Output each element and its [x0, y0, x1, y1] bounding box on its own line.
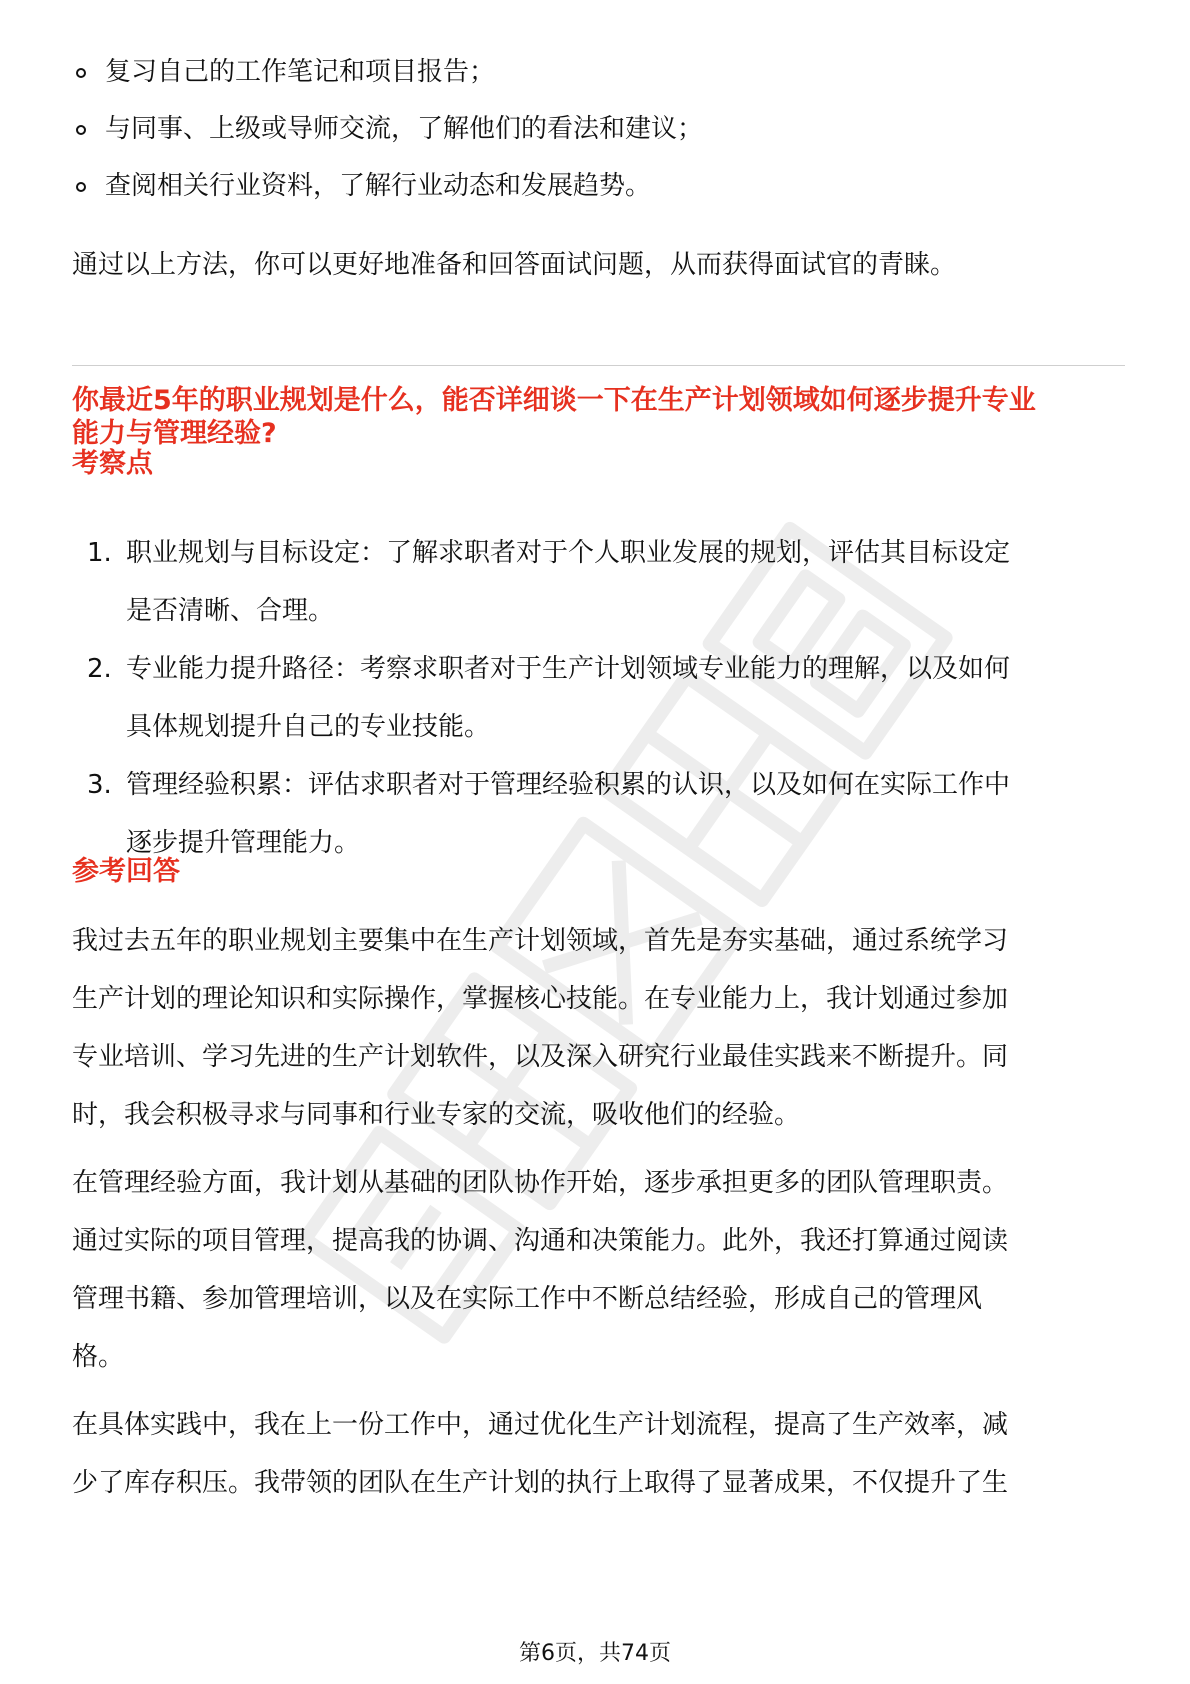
bullet-icon — [76, 68, 86, 78]
paragraph-line: 格。 — [72, 1342, 125, 1372]
item-number: 1. — [87, 538, 112, 568]
item-number: 2. — [87, 654, 112, 684]
paragraph-line: 通过实际的项目管理，提高我的协调、沟通和决策能力。此外，我还打算通过阅读 — [72, 1226, 1009, 1256]
item-text: 逐步提升管理能力。 — [126, 828, 361, 858]
question-heading — [72, 384, 1132, 450]
page-number: 第6页，共74页 — [519, 1641, 671, 1666]
list-item — [76, 56, 1036, 113]
item-text: 管理经验积累：评估求职者对于管理经验积累的认识，以及如何在实际工作中 — [126, 770, 1011, 800]
summary-paragraph — [72, 236, 956, 294]
item-text: 是否清晰、合理。 — [126, 596, 335, 626]
question-line: 能力与管理经验? — [72, 418, 277, 449]
list-item — [72, 640, 1132, 756]
list-item — [72, 756, 1132, 872]
paragraph-line: 我过去五年的职业规划主要集中在生产计划领域，首先是夯实基础，通过系统学习 — [72, 926, 1009, 956]
item-number: 3. — [87, 770, 112, 800]
paragraph-line: 专业培训、学习先进的生产计划软件，以及深入研究行业最佳实践来不断提升。同 — [72, 1042, 1009, 1072]
paragraph-line: 生产计划的理论知识和实际操作，掌握核心技能。在专业能力上，我计划通过参加 — [72, 984, 1009, 1014]
bullet-text: 查阅相关行业资料，了解行业动态和发展趋势。 — [105, 171, 652, 201]
paragraph-line: 在具体实践中，我在上一份工作中，通过优化生产计划流程，提高了生产效率，减 — [72, 1410, 1009, 1440]
paragraph-line: 少了库存积压。我带领的团队在生产计划的执行上取得了显著成果，不仅提升了生 — [72, 1468, 1009, 1498]
question-line: 你最近5年的职业规划是什么，能否详细谈一下在生产计划领域如何逐步提升专业 — [72, 385, 1036, 416]
answer-paragraph — [72, 1154, 1008, 1386]
list-item — [72, 524, 1132, 640]
item-text: 职业规划与目标设定：了解求职者对于个人职业发展的规划，评估其目标设定 — [126, 538, 1011, 568]
exam-points-list — [72, 538, 1132, 896]
summary-text: 通过以上方法，你可以更好地准备和回答面试问题，从而获得面试官的青睐。 — [72, 250, 957, 280]
item-text: 具体规划提升自己的专业技能。 — [126, 712, 491, 742]
list-item — [76, 113, 1036, 170]
answer-paragraph — [72, 912, 1008, 1144]
bullet-text: 复习自己的工作笔记和项目报告； — [105, 57, 496, 87]
exam-points-heading: 考察点 — [72, 448, 153, 479]
bullet-list — [76, 56, 1036, 227]
item-text: 专业能力提升路径：考察求职者对于生产计划领域专业能力的理解，以及如何 — [126, 654, 1011, 684]
bullet-icon — [76, 182, 86, 192]
paragraph-line: 时，我会积极寻求与同事和行业专家的交流，吸收他们的经验。 — [72, 1100, 801, 1130]
paragraph-line: 在管理经验方面，我计划从基础的团队协作开始，逐步承担更多的团队管理职责。 — [72, 1168, 1009, 1198]
answer-paragraph — [72, 1396, 1008, 1512]
paragraph-line: 管理书籍、参加管理培训，以及在实际工作中不断总结经验，形成自己的管理风 — [72, 1284, 983, 1314]
answer-heading: 参考回答 — [72, 856, 180, 887]
bullet-text: 与同事、上级或导师交流，了解他们的看法和建议； — [105, 114, 704, 144]
list-item — [76, 170, 1036, 227]
section-divider — [72, 365, 1125, 366]
bullet-icon — [76, 125, 86, 135]
